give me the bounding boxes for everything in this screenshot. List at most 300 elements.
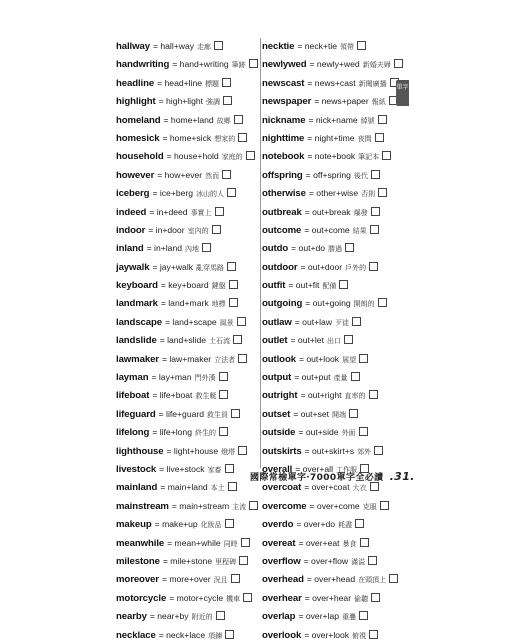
checkbox-icon <box>359 427 368 436</box>
word-entry <box>116 221 262 239</box>
entry-translation: 土石流 <box>209 337 231 346</box>
entry-breakdown: = hall+way <box>152 41 195 51</box>
entry-translation: 救生員 <box>207 410 229 419</box>
entry-translation: 筆跡 <box>231 61 246 70</box>
entry-word: nighttime <box>262 132 305 144</box>
checkbox-icon <box>359 354 368 363</box>
entry-breakdown: = live+stock <box>159 463 205 474</box>
checkbox-icon <box>231 409 240 418</box>
entry-word: handwriting <box>116 59 170 71</box>
entry-translation: 新聞廣播 <box>358 79 387 88</box>
entry-breakdown: = mean+while <box>167 537 221 548</box>
entry-word: iceberg <box>116 188 150 200</box>
word-entry <box>262 166 412 184</box>
entry-breakdown: = make+up <box>154 519 198 530</box>
checkbox-icon <box>225 630 234 639</box>
entry-word: notebook <box>262 151 305 163</box>
word-entry <box>116 276 262 294</box>
entry-word: layman <box>116 372 149 384</box>
word-entry <box>116 313 262 331</box>
entry-word: landslide <box>116 335 157 347</box>
entry-breakdown: = nick+name <box>308 114 358 125</box>
entry-word: livestock <box>116 463 157 475</box>
word-entry <box>262 423 412 441</box>
entry-translation: 產量 <box>333 374 348 383</box>
word-entry <box>262 626 412 644</box>
checkbox-icon <box>215 207 224 216</box>
word-entry <box>116 442 262 460</box>
entry-translation: 歹徒 <box>335 318 350 327</box>
checkbox-icon <box>229 280 238 289</box>
word-entry <box>116 92 262 110</box>
entry-breakdown: = over+eat <box>298 537 340 548</box>
entry-translation: 冰山的人 <box>196 190 225 199</box>
entry-translation: 然而 <box>205 171 220 180</box>
entry-translation: 開朗的 <box>353 300 375 309</box>
entry-breakdown: = out+skirt+s <box>304 445 355 456</box>
entry-translation: 勝過 <box>328 245 343 254</box>
entry-word: lifeboat <box>116 390 150 402</box>
word-entry <box>262 294 412 312</box>
column-divider <box>260 38 261 468</box>
entry-breakdown: = lay+man <box>151 372 192 383</box>
entry-translation: 家庭的 <box>221 153 243 162</box>
entry-translation: 爆發 <box>353 208 368 217</box>
entry-breakdown: = home+sick <box>162 132 212 143</box>
checkbox-icon <box>371 207 380 216</box>
checkbox-icon <box>339 280 348 289</box>
entry-word: overall <box>262 463 293 475</box>
checkbox-icon <box>355 519 364 528</box>
entry-word: lawmaker <box>116 353 159 365</box>
checkbox-icon <box>219 427 228 436</box>
checkbox-icon <box>360 538 369 547</box>
entry-breakdown: = over+all <box>295 463 333 474</box>
checkbox-icon <box>351 372 360 381</box>
checkbox-icon <box>378 188 387 197</box>
checkbox-icon <box>344 335 353 344</box>
entry-breakdown: = over+coat <box>304 482 350 493</box>
entry-breakdown: = life+guard <box>158 408 205 419</box>
entry-translation: 配備 <box>322 282 337 291</box>
entry-breakdown: = high+light <box>158 96 204 107</box>
footer-title: 國際常檢單字‧7000單字全必讀 <box>250 473 384 483</box>
entry-translation: 筆記本 <box>358 153 380 162</box>
entry-translation: 否則 <box>361 190 376 199</box>
checkbox-icon <box>237 317 246 326</box>
entry-breakdown: = note+book <box>307 151 356 162</box>
entry-word: indeed <box>116 206 147 218</box>
entry-breakdown: = life+long <box>152 427 192 438</box>
entry-word: overcome <box>262 500 307 512</box>
checkbox-icon <box>246 151 255 160</box>
word-entry <box>116 239 262 257</box>
word-entry <box>116 55 262 73</box>
word-entry <box>262 129 412 147</box>
entry-translation: 重疊 <box>342 613 357 622</box>
word-entry <box>116 147 262 165</box>
side-tab: 單字 <box>396 80 409 106</box>
entry-word: hallway <box>116 41 150 52</box>
word-entry <box>116 350 262 368</box>
checkbox-icon <box>241 538 250 547</box>
entry-breakdown: = other+wise <box>308 188 359 199</box>
word-entry <box>116 294 262 312</box>
checkbox-icon <box>229 298 238 307</box>
checkbox-icon <box>234 115 243 124</box>
entry-word: newspaper <box>262 96 312 108</box>
entry-breakdown: = more+over <box>161 574 211 585</box>
checkbox-icon <box>389 574 398 583</box>
entry-word: landscape <box>116 316 163 328</box>
entry-translation: 風景 <box>219 318 234 327</box>
entry-translation: 標題 <box>205 79 220 88</box>
entry-word: homeland <box>116 114 161 126</box>
word-entry <box>262 74 412 92</box>
entry-word: outlet <box>262 335 288 347</box>
entry-translation: 報紙 <box>371 98 386 107</box>
checkbox-icon <box>216 611 225 620</box>
word-entry <box>262 184 412 202</box>
checkbox-icon <box>238 354 247 363</box>
checkbox-icon <box>370 225 379 234</box>
word-entry <box>262 55 412 73</box>
entry-translation: 亂穿馬路 <box>196 263 225 272</box>
word-entry <box>116 111 262 129</box>
checkbox-icon <box>219 372 228 381</box>
entry-breakdown: = news+paper <box>314 96 369 107</box>
entry-breakdown: = land+slide <box>159 335 207 346</box>
word-entry <box>116 386 262 404</box>
entry-word: necklace <box>116 629 156 641</box>
entry-breakdown: = over+look <box>304 629 350 640</box>
word-entry <box>116 37 262 55</box>
checkbox-icon <box>233 335 242 344</box>
entry-translation: 新婚夫婦 <box>362 61 391 70</box>
word-entry <box>116 478 262 496</box>
entry-translation: 戶外的 <box>345 263 367 272</box>
checkbox-icon <box>370 482 379 491</box>
entry-breakdown: = over+flow <box>303 555 349 566</box>
word-entry <box>116 166 262 184</box>
entry-breakdown: = off+spring <box>305 169 351 180</box>
entry-translation: 內地 <box>185 245 200 254</box>
entry-word: inland <box>116 243 144 255</box>
word-entry <box>262 203 412 221</box>
checkbox-icon <box>345 243 354 252</box>
entry-breakdown: = out+put <box>294 372 331 383</box>
entry-translation: 大衣 <box>352 484 367 493</box>
checkbox-icon <box>357 41 366 50</box>
checkbox-icon <box>222 170 231 179</box>
entry-word: jaywalk <box>116 261 150 273</box>
entry-word: outlaw <box>262 316 292 328</box>
entry-word: outlook <box>262 353 296 365</box>
word-entry <box>116 184 262 202</box>
checkbox-icon <box>378 115 387 124</box>
entry-translation: 機車 <box>226 594 241 603</box>
entry-translation: 室內的 <box>187 226 209 235</box>
entry-breakdown: = neck+tie <box>297 41 338 51</box>
word-entry <box>116 405 262 423</box>
entry-breakdown: = land+scape <box>165 316 217 327</box>
word-entry <box>262 386 412 404</box>
word-entry <box>116 129 262 147</box>
word-entry <box>116 74 262 92</box>
entry-translation: 走廊 <box>197 43 212 51</box>
checkbox-icon <box>225 464 234 473</box>
entry-breakdown: = how+ever <box>157 169 203 180</box>
entry-translation: 救生艇 <box>195 392 217 401</box>
word-entry <box>116 607 262 625</box>
word-entry <box>262 221 412 239</box>
entry-word: mainland <box>116 482 158 494</box>
checkbox-icon <box>359 611 368 620</box>
entry-translation: 開端 <box>332 410 347 419</box>
entry-breakdown: = out+side <box>298 427 339 438</box>
word-entry <box>116 515 262 533</box>
word-entry <box>116 460 262 478</box>
entry-word: outdoor <box>262 261 298 273</box>
entry-word: overlook <box>262 629 302 641</box>
checkbox-icon <box>228 482 237 491</box>
word-entry <box>262 442 412 460</box>
entry-breakdown: = over+lap <box>298 611 340 622</box>
entry-breakdown: = neck+lace <box>158 629 206 640</box>
checkbox-icon <box>227 188 236 197</box>
entry-translation: 況且 <box>213 576 228 585</box>
entry-word: newscast <box>262 77 305 89</box>
entry-word: outset <box>262 408 291 420</box>
entry-translation: 事實上 <box>190 208 212 217</box>
entry-translation: 鍵盤 <box>211 282 226 291</box>
entry-breakdown: = out+let <box>290 335 324 346</box>
entry-word: outdo <box>262 243 289 255</box>
word-entry <box>116 534 262 552</box>
entry-translation: 想家的 <box>214 134 236 143</box>
entry-word: landmark <box>116 298 158 310</box>
checkbox-icon <box>380 501 389 510</box>
entry-translation: 附近的 <box>191 613 213 622</box>
checkbox-icon <box>369 390 378 399</box>
entry-word: otherwise <box>262 188 306 200</box>
checkbox-icon <box>371 593 380 602</box>
entry-translation: 耗盡 <box>338 521 353 530</box>
word-entry <box>262 534 412 552</box>
entry-translation: 綽號 <box>360 116 375 125</box>
entry-word: offspring <box>262 169 303 181</box>
checkbox-icon <box>219 390 228 399</box>
word-entry <box>116 570 262 588</box>
checkbox-icon <box>378 298 387 307</box>
word-entry <box>116 552 262 570</box>
word-entry <box>116 258 262 276</box>
entry-word: output <box>262 372 292 384</box>
entry-translation: 結果 <box>352 226 367 235</box>
checkbox-icon <box>369 262 378 271</box>
entry-translation: 化妝品 <box>200 521 222 530</box>
checkbox-icon <box>202 243 211 252</box>
checkbox-icon <box>249 501 258 510</box>
word-entry <box>116 203 262 221</box>
entry-word: overflow <box>262 555 301 567</box>
entry-translation: 夜間 <box>357 134 372 143</box>
word-entry <box>262 313 412 331</box>
word-entry <box>116 368 262 386</box>
checkbox-icon <box>223 96 232 105</box>
entry-word: homesick <box>116 132 160 144</box>
entry-word: highlight <box>116 96 156 108</box>
checkbox-icon <box>225 519 234 528</box>
checkbox-icon <box>369 630 378 639</box>
word-entry <box>116 331 262 349</box>
entry-breakdown: = light+house <box>166 445 219 456</box>
entry-breakdown: = land+mark <box>160 298 209 309</box>
entry-word: overeat <box>262 537 296 549</box>
word-entry <box>262 515 412 533</box>
entry-translation: 家畜 <box>207 465 222 474</box>
entry-translation: 在頭頂上 <box>358 576 387 585</box>
word-entry <box>262 92 412 110</box>
entry-word: indoor <box>116 224 146 236</box>
entry-breakdown: = out+right <box>300 390 342 401</box>
entry-translation: 項鍊 <box>208 631 223 640</box>
checkbox-icon <box>227 262 236 271</box>
checkbox-icon <box>352 317 361 326</box>
entry-word: outskirts <box>262 445 302 457</box>
entry-breakdown: = house+hold <box>166 151 219 162</box>
entry-word: outside <box>262 427 296 439</box>
entry-breakdown: = night+time <box>307 132 355 143</box>
word-entry <box>262 147 412 165</box>
right-word-column <box>262 37 412 644</box>
entry-translation: 領帶 <box>340 43 355 51</box>
entry-translation: 直率的 <box>344 392 366 401</box>
entry-translation: 燈塔 <box>221 447 236 456</box>
checkbox-icon <box>349 409 358 418</box>
entry-translation: 克服 <box>362 502 377 511</box>
entry-word: newlywed <box>262 59 307 71</box>
checkbox-icon <box>238 446 247 455</box>
entry-breakdown: = key+board <box>160 280 209 291</box>
page-footer <box>250 470 415 483</box>
entry-translation: 強調 <box>206 98 221 107</box>
entry-breakdown: = main+stream <box>171 500 230 511</box>
entry-breakdown: = out+going <box>305 298 351 309</box>
word-entry <box>262 570 412 588</box>
entry-breakdown: = out+door <box>300 261 343 272</box>
entry-translation: 郊外 <box>357 447 372 456</box>
entry-word: necktie <box>262 41 295 52</box>
checkbox-icon <box>371 170 380 179</box>
entry-word: outfit <box>262 280 286 292</box>
entry-word: headline <box>116 77 155 89</box>
entry-breakdown: = near+by <box>149 611 189 622</box>
word-entry <box>262 607 412 625</box>
entry-breakdown: = main+land <box>160 482 208 493</box>
word-entry <box>262 276 412 294</box>
page-number: .31. <box>389 470 415 483</box>
entry-translation: 暴食 <box>342 539 357 548</box>
entry-breakdown: = out+law <box>294 316 333 327</box>
checkbox-icon <box>212 225 221 234</box>
checkbox-icon <box>249 59 258 68</box>
entry-translation: 滿溢 <box>351 557 366 566</box>
word-entry <box>262 368 412 386</box>
checkbox-icon <box>382 151 391 160</box>
entry-breakdown: = hand+writing <box>172 59 229 70</box>
entry-translation: 立法者 <box>214 355 236 364</box>
entry-word: outcome <box>262 224 302 236</box>
word-entry <box>262 350 412 368</box>
word-entry <box>262 239 412 257</box>
checkbox-icon <box>368 556 377 565</box>
entry-word: moreover <box>116 574 159 586</box>
entry-word: motorcycle <box>116 592 167 604</box>
word-entry <box>116 423 262 441</box>
entry-breakdown: = over+head <box>306 574 356 585</box>
entry-word: nearby <box>116 611 147 623</box>
entry-translation: 出口 <box>326 337 341 346</box>
entry-breakdown: = newly+wed <box>309 59 360 70</box>
entry-breakdown: = news+cast <box>307 77 356 88</box>
entry-breakdown: = home+land <box>163 114 214 125</box>
entry-word: outright <box>262 390 298 402</box>
checkbox-icon <box>394 59 403 68</box>
entry-translation: 故鄉 <box>216 116 231 125</box>
entry-word: nickname <box>262 114 306 126</box>
checkbox-icon <box>231 574 240 583</box>
entry-translation: 同時 <box>223 539 238 548</box>
entry-translation: 地標 <box>211 300 226 309</box>
entry-breakdown: = in+door <box>148 224 185 235</box>
entry-translation: 外面 <box>341 429 356 438</box>
entry-word: overlap <box>262 611 296 623</box>
entry-breakdown: = out+fit <box>288 280 320 291</box>
word-entry <box>262 552 412 570</box>
entry-word: outbreak <box>262 206 302 218</box>
entry-word: lighthouse <box>116 445 164 457</box>
entry-breakdown: = mile+stone <box>162 555 213 566</box>
entry-word: outgoing <box>262 298 303 310</box>
entry-breakdown: = jay+walk <box>152 261 194 272</box>
entry-word: mainstream <box>116 500 169 512</box>
entry-word: overhead <box>262 574 304 586</box>
checkbox-icon <box>374 446 383 455</box>
entry-translation: 偷聽 <box>354 594 369 603</box>
entry-breakdown: = out+come <box>304 224 350 235</box>
entry-breakdown: = in+land <box>146 243 183 254</box>
checkbox-icon <box>238 133 247 142</box>
entry-breakdown: = out+break <box>304 206 351 217</box>
word-entry <box>262 258 412 276</box>
word-entry <box>116 589 262 607</box>
checkbox-icon <box>239 556 248 565</box>
entry-word: lifelong <box>116 427 150 439</box>
entry-breakdown: = motor+cycle <box>169 592 224 603</box>
word-entry <box>262 589 412 607</box>
entry-word: overcoat <box>262 482 302 494</box>
word-entry <box>262 405 412 423</box>
entry-translation: 終生的 <box>194 429 216 438</box>
entry-breakdown: = ice+berg <box>152 188 194 199</box>
entry-breakdown: = over+hear <box>304 592 352 603</box>
entry-word: household <box>116 151 164 163</box>
entry-breakdown: = out+set <box>293 408 330 419</box>
checkbox-icon <box>214 41 223 50</box>
entry-word: keyboard <box>116 280 158 292</box>
entry-word: overhear <box>262 592 302 604</box>
